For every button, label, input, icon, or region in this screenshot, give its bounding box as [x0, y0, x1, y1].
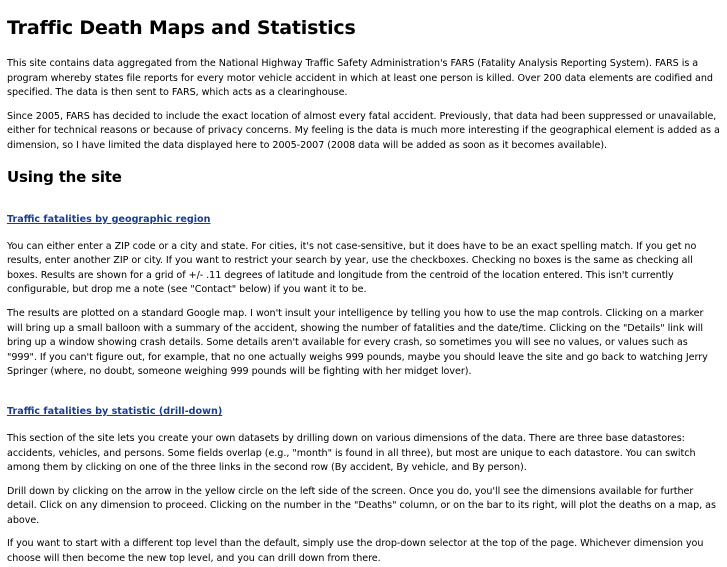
page-title: Traffic Death Maps and Statistics: [7, 17, 356, 39]
page-content: [7, 0, 720, 567]
geo-section-link-wrapper: [7, 207, 720, 227]
using-the-site-heading: Using the site: [7, 167, 122, 186]
stat-paragraph-datasets: This section of the site lets you create your own datasets by drilling down on various dimensions of the data. There are three base datastores: accidents, vehicles, and persons. Some fields overlap (e.g., "month" is found in all three), but most are unique to each datastore. You can switch among them by clicking on one of the three links in the second row (By accident, By vehicle, and By person).: [7, 432, 696, 474]
statistic-drilldown-link[interactable]: Traffic fatalities by statistic (drill-down): [7, 405, 223, 417]
intro-paragraph-fars: This site contains data aggregated from the National Highway Traffic Safety Administration's FARS (Fatality Analysis Reporting System). FARS is a program whereby states file reports for every motor vehicle accident in which at least one person is killed. Over 200 data elements are codified and specified. The data is then sent to FARS, which acts as a clearinghouse.: [7, 58, 713, 99]
geo-paragraph-map: The results are plotted on a standard Google map. I won't insult your intelligence by telling you how to use the map controls. Clicking on a marker will bring up a small balloon with a summary of the accident, showing the number of fatalities and the date/time. Clicking on the "Details" link will bring up a window showing crash details. Some details aren't available for every crash, so sometimes you will see no values, or values such as "999". If you can't figure out, for example, that no one actually weighs 999 pounds, maybe you should leave the site and go back to watching Jerry Springer (where, no doubt, someone weighing 999 pounds will be fighting with her midget lover).: [7, 307, 708, 378]
stat-section-link-wrapper: [7, 399, 720, 419]
geographic-region-link[interactable]: Traffic fatalities by geographic region: [7, 213, 211, 225]
geo-paragraph-search: You can either enter a ZIP code or a city and state. For cities, it's not case-sensitive, but it does have to be an exact spelling match. If you get no results, enter another ZIP or city. If you want to restrict your search by year, use the checkboxes. Checking no boxes is the same as checking all boxes. Results are shown for a grid of +/- .11 degrees of latitude and longitude from the centroid of the location entered. This isn't currently configurable, but drop me a note (see "Contact" below) if you want it to be.: [7, 240, 697, 296]
stat-paragraph-drilldown: Drill down by clicking on the arrow in the yellow circle on the left side of the screen. Once you do, you'll see the dimensions available for further detail. Click on any dimension to proceed. Clicking on the number in the "Deaths" column, or on the bar to its right, will plot the deaths on a map, as above.: [7, 485, 716, 526]
stat-paragraph-top-level: If you want to start with a different top level than the default, simply use the drop-down selector at the top of the page. Whichever dimension you choose will then become the new top level, and you can drill down from there.: [7, 538, 704, 565]
intro-paragraph-location: Since 2005, FARS has decided to include the exact location of almost every fatal accident. Previously, that data had been suppressed or unavailable, either for technical reasons or because of privacy concerns. My feeling is the data is much more interesting if the geographical element is added as a dimension, so I have limited the data displayed here to 2005-2007 (2008 data will be added as soon as it becomes available).: [7, 110, 720, 151]
